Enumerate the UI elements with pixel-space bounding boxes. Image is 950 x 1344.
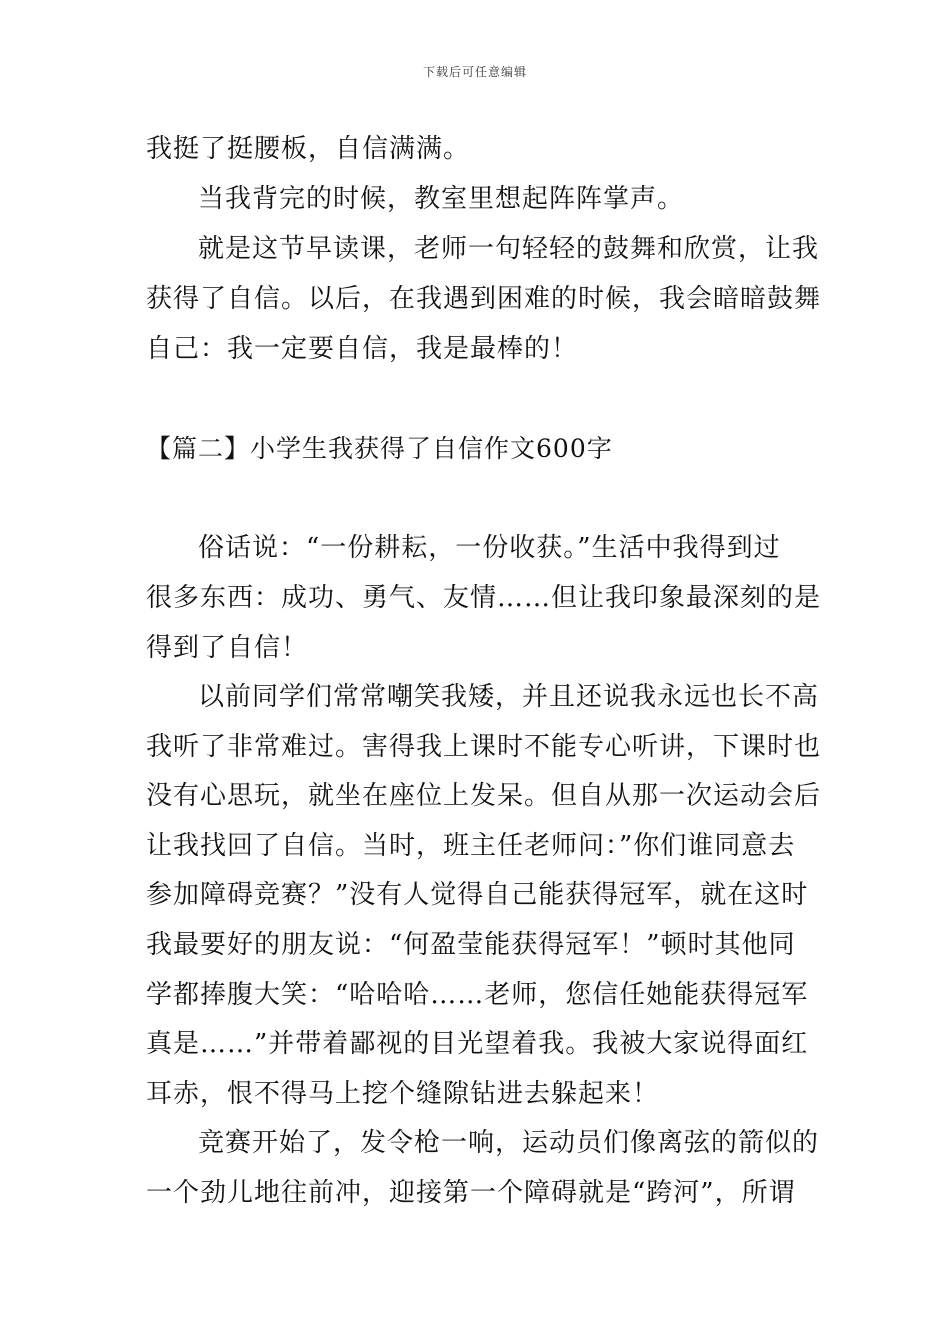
paragraph-line: 就是这节早读课，老师一句轻轻的鼓舞和欣赏，让我	[198, 234, 820, 264]
body-line: 学都捧腹大笑：“哈哈哈……老师，您信任她能获得冠军	[146, 980, 809, 1010]
page-header-note: 下载后可任意编辑	[422, 65, 527, 79]
body-line: 耳赤，恨不得马上挖个缝隙钻进去躲起来！	[146, 1079, 660, 1109]
body-line: 没有心思玩，就坐在座位上发呆。但自从那一次运动会后	[146, 781, 822, 811]
section-title: 【篇二】小学生我获得了自信作文600字	[146, 434, 613, 463]
body-line: 真是……”并带着鄙视的目光望着我。我被大家说得面红	[146, 1029, 809, 1059]
body-line: 参加障碍竞赛？”没有人觉得自己能获得冠军，就在这时	[146, 880, 809, 910]
body-line: 我最要好的朋友说：“何盈莹能获得冠军！”顿时其他同	[146, 930, 796, 960]
paragraph-line: 获得了自信。以后，在我遇到困难的时候，我会暗暗鼓舞	[146, 284, 822, 314]
body-line: 俗话说：“一份耕耘，一份收获。”生活中我得到过	[198, 533, 781, 563]
paragraph-line: 自己：我一定要自信，我是最棒的！	[146, 334, 579, 364]
body-line: 一个劲儿地往前冲，迎接第一个障碍就是“跨河”，所谓	[146, 1178, 796, 1208]
body-line: 竞赛开始了，发令枪一响，运动员们像离弦的箭似的	[198, 1128, 820, 1158]
body-line: 以前同学们常常嘲笑我矮，并且还说我永远也长不高	[198, 682, 820, 712]
body-line: 我听了非常难过。害得我上课时不能专心听讲，下课时也	[146, 732, 822, 762]
body-line: 得到了自信！	[146, 633, 309, 663]
paragraph-line: 我挺了挺腰板，自信满满。	[146, 134, 471, 164]
body-line: 很多东西：成功、勇气、友情……但让我印象最深刻的是	[146, 583, 822, 613]
body-line: 让我找回了自信。当时，班主任老师问：”你们谁同意去	[146, 831, 796, 861]
paragraph-line: 当我背完的时候，教室里想起阵阵掌声。	[198, 184, 685, 214]
